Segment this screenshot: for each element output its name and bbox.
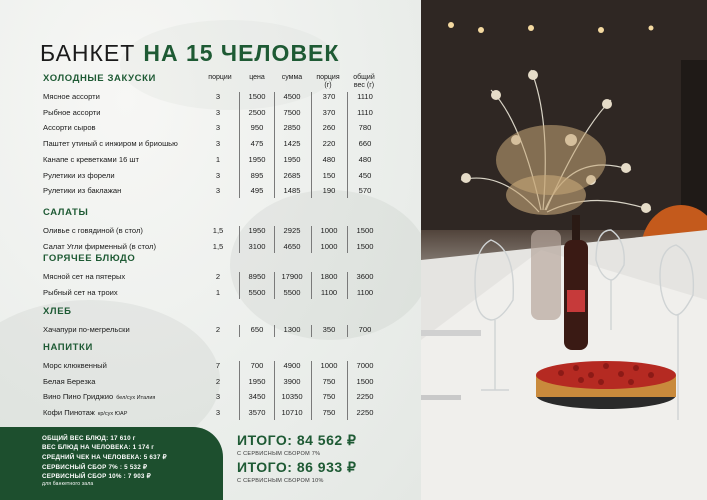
item-sum: 2925: [283, 226, 301, 235]
item-name-text: Морс клюквенный: [43, 361, 107, 370]
item-qty: 3: [215, 408, 221, 418]
item-weight: 1500: [356, 376, 374, 386]
item-name: [43, 375, 96, 389]
item-name-text: Рыбное ассорти: [43, 107, 101, 117]
item-weight: 7000: [356, 361, 374, 370]
item-name-text: Мясное ассорти: [43, 92, 100, 101]
service-fee-10: СЕРВИСНЫЙ СБОР 10% : 7 903 ₽: [42, 473, 151, 480]
item-weight: 450: [358, 170, 372, 180]
item-note: кр/сух ЮАР: [97, 411, 128, 418]
item-portion: 1000: [320, 361, 338, 370]
item-price: 950: [250, 123, 264, 133]
item-portion: 350: [322, 325, 336, 334]
item-qty: 1: [215, 287, 221, 297]
item-name: [43, 359, 107, 373]
section-title: ГОРЯЧЕЕ БЛЮДО: [43, 253, 136, 264]
item-qty: 1: [215, 154, 221, 164]
item-qty: 2: [215, 325, 221, 334]
item-qty: 3: [215, 139, 221, 149]
item-portion: 150: [322, 170, 336, 180]
total-10: ИТОГО: 86 933 ₽ С СЕРВИСНЫМ СБОРОМ 10%: [237, 459, 357, 484]
item-sum: 1950: [283, 154, 301, 164]
col-header-price: цена: [249, 74, 265, 81]
item-qty: 3: [215, 170, 221, 180]
item-name: [43, 270, 125, 284]
service-fee-7: СЕРВИСНЫЙ СБОР 7% : 5 532 ₽: [42, 464, 148, 471]
item-name: [43, 153, 139, 167]
item-name: [43, 224, 143, 238]
item-qty: 3: [215, 107, 221, 117]
menu-item-row: [0, 184, 421, 198]
column-divider: [347, 226, 348, 253]
item-name-text: Кофи Пинотаж: [43, 408, 95, 418]
item-portion: 1000: [320, 241, 338, 251]
item-sum: 2850: [283, 123, 301, 133]
item-portion: 1800: [320, 272, 338, 281]
item-price: 5500: [248, 287, 266, 297]
column-divider: [347, 92, 348, 198]
item-weight: 1110: [357, 107, 373, 117]
page-title: БАНКЕТ НА 15 ЧЕЛОВЕК: [40, 40, 340, 66]
item-note: бел/сух Италия: [116, 395, 156, 402]
item-price: 475: [250, 139, 264, 149]
item-name: [43, 286, 118, 300]
column-divider: [347, 361, 348, 420]
item-qty: 3: [215, 123, 221, 133]
item-price: 3100: [248, 241, 266, 251]
column-divider: [239, 92, 240, 198]
item-name: [43, 390, 155, 405]
item-price: 3570: [248, 408, 266, 418]
menu-item-row: [0, 390, 421, 404]
menu-item-row: [0, 169, 421, 183]
item-sum: 10710: [281, 408, 303, 418]
service-note: для банкетного зала: [42, 481, 94, 487]
item-price: 495: [250, 186, 264, 196]
item-portion: 750: [322, 376, 336, 386]
item-price: 3450: [248, 392, 266, 402]
item-weight: 1500: [356, 226, 374, 235]
item-sum: 7500: [283, 107, 301, 117]
item-name-text: Мясной сет на пятерых: [43, 272, 126, 281]
col-header-portions: порции: [208, 74, 232, 81]
item-qty: 2: [215, 272, 221, 281]
item-portion: 480: [322, 154, 336, 164]
item-price: 895: [250, 170, 264, 180]
column-divider: [274, 92, 275, 198]
col-header-portion: порция (г): [316, 74, 340, 89]
menu-item-row: [0, 224, 421, 238]
item-price: 8950: [248, 272, 266, 281]
item-weight: 570: [358, 186, 372, 196]
col-header-sum: сумма: [281, 74, 303, 81]
item-name-text: Ассорти сыров: [43, 123, 96, 133]
item-sum: 4650: [283, 241, 301, 251]
menu-item-row: [0, 240, 421, 254]
item-price: 650: [250, 325, 264, 334]
item-weight: 1500: [356, 241, 374, 251]
item-name: [43, 240, 156, 254]
column-divider: [239, 226, 240, 253]
column-divider: [311, 361, 312, 420]
col-header-weight: общий вес (г): [353, 74, 375, 89]
item-price: 1950: [248, 226, 266, 235]
item-price: 1500: [248, 92, 266, 101]
item-name: [43, 406, 127, 421]
column-divider: [239, 272, 240, 299]
item-portion: 370: [322, 92, 336, 101]
column-divider: [274, 325, 275, 337]
item-name-text: Рулетики из форели: [43, 170, 115, 180]
menu-item-row: [0, 323, 421, 337]
column-divider: [311, 272, 312, 299]
item-weight: 1110: [357, 92, 373, 101]
item-name: [43, 137, 178, 151]
column-divider: [311, 226, 312, 253]
summary-box: [0, 427, 223, 500]
section-title: САЛАТЫ: [43, 207, 89, 218]
item-portion: 1100: [320, 287, 338, 297]
item-weight: 700: [358, 325, 372, 334]
avg-check: СРЕДНИЙ ЧЕК НА ЧЕЛОВЕКА: 5 637 ₽: [42, 454, 167, 461]
item-sum: 3900: [283, 376, 301, 386]
item-name: [43, 106, 101, 120]
menu-item-row: [0, 286, 421, 300]
item-sum: 1485: [283, 186, 301, 196]
item-name: [43, 121, 96, 135]
menu-item-row: [0, 359, 421, 373]
item-portion: 750: [322, 392, 336, 402]
item-weight: 1100: [356, 287, 374, 297]
item-weight: 780: [358, 123, 372, 133]
item-name-text: Вино Пино Гриджио: [43, 392, 114, 402]
menu-item-row: [0, 106, 421, 120]
banquet-photo: [421, 0, 707, 500]
section-title: НАПИТКИ: [43, 342, 93, 353]
item-qty: 7: [215, 361, 221, 370]
section-title: ХОЛОДНЫЕ ЗАКУСКИ: [43, 73, 156, 84]
column-divider: [311, 325, 312, 337]
item-portion: 1000: [320, 226, 338, 235]
item-name-text: Оливье с говядиной (в стол): [43, 226, 143, 235]
menu-item-row: [0, 153, 421, 167]
item-sum: 2685: [283, 170, 301, 180]
item-sum: 4500: [283, 92, 301, 101]
item-name-text: Канапе с креветками 16 шт: [43, 154, 139, 164]
item-weight: 2250: [356, 392, 374, 402]
menu-item-row: [0, 137, 421, 151]
item-name: [43, 90, 100, 104]
column-divider: [274, 226, 275, 253]
item-weight: 2250: [356, 408, 374, 418]
column-divider: [239, 325, 240, 337]
item-name-text: Рулетики из баклажан: [43, 186, 122, 196]
item-qty: 2: [215, 376, 221, 386]
item-portion: 370: [322, 107, 336, 117]
item-name: [43, 323, 130, 337]
menu-item-row: [0, 406, 421, 420]
item-price: 700: [250, 361, 264, 370]
item-name-text: Салат Угли фирменный (в стол): [43, 241, 156, 251]
total-weight: ОБЩИЙ ВЕС БЛЮД: 17 610 г: [42, 435, 136, 442]
item-sum: 1300: [283, 325, 301, 334]
item-weight: 3600: [356, 272, 374, 281]
item-name-text: Белая Березка: [43, 376, 96, 386]
weight-per-person: ВЕС БЛЮД НА ЧЕЛОВЕКА: 1 174 г: [42, 444, 155, 451]
column-divider: [239, 361, 240, 420]
item-sum: 5500: [283, 287, 301, 297]
item-name: [43, 169, 115, 183]
item-price: 1950: [248, 376, 266, 386]
item-qty: 1,5: [212, 226, 224, 235]
column-divider: [274, 361, 275, 420]
column-divider: [311, 92, 312, 198]
item-sum: 4900: [283, 361, 301, 370]
item-portion: 220: [322, 139, 336, 149]
menu-item-row: [0, 270, 421, 284]
item-sum: 1425: [283, 139, 301, 149]
item-portion: 190: [322, 186, 336, 196]
item-price: 2500: [248, 107, 266, 117]
item-price: 1950: [248, 154, 266, 164]
item-sum: 10350: [281, 392, 303, 402]
section-title: ХЛЕБ: [43, 306, 72, 317]
item-qty: 3: [215, 186, 221, 196]
item-name-text: Хачапури по-мегрельски: [43, 325, 130, 334]
item-portion: 260: [322, 123, 336, 133]
item-name-text: Рыбный сет на троих: [43, 287, 118, 297]
item-name: [43, 184, 121, 198]
item-qty: 3: [215, 92, 221, 101]
item-weight: 480: [358, 154, 372, 164]
column-divider: [347, 272, 348, 299]
total-7: ИТОГО: 84 562 ₽ С СЕРВИСНЫМ СБОРОМ 7%: [237, 432, 357, 457]
item-qty: 3: [215, 392, 221, 402]
menu-item-row: [0, 90, 421, 104]
item-weight: 660: [358, 139, 372, 149]
menu-item-row: [0, 375, 421, 389]
item-name-text: Паштет утиный с инжиром и бриошью: [43, 139, 178, 149]
column-divider: [274, 272, 275, 299]
banquet-table-image: [421, 0, 707, 500]
item-qty: 1,5: [212, 241, 224, 251]
item-sum: 17900: [281, 272, 303, 281]
item-portion: 750: [322, 408, 336, 418]
column-divider: [347, 325, 348, 337]
menu-item-row: [0, 121, 421, 135]
